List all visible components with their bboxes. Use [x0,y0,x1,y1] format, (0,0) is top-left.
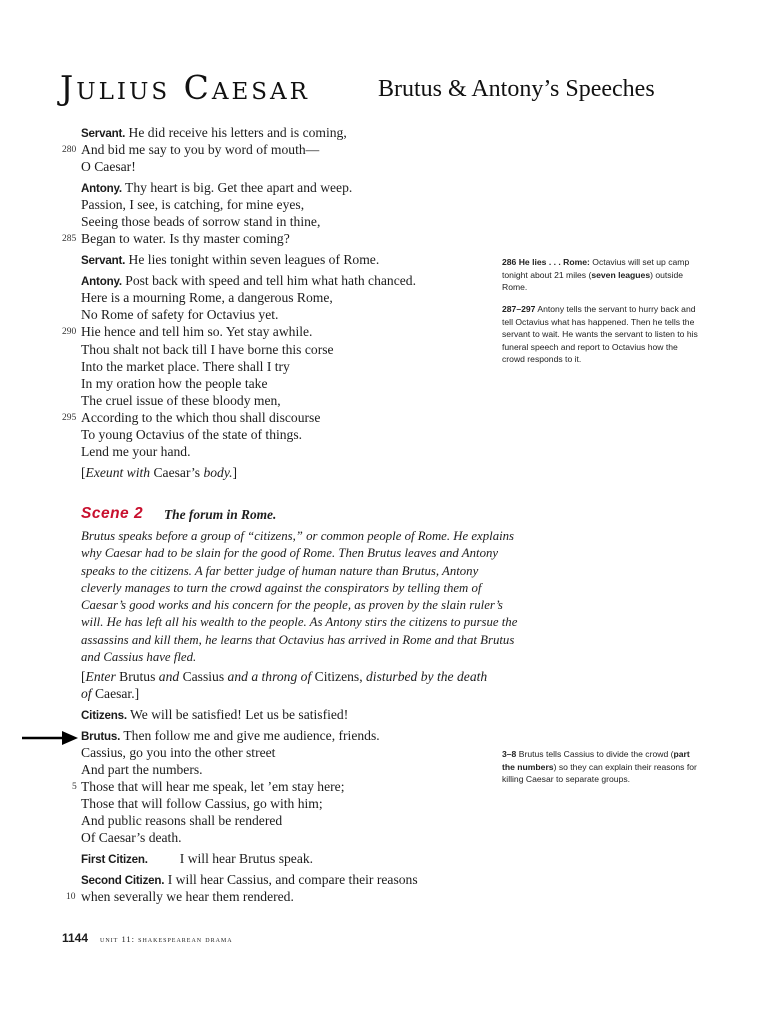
side-note-286: 286 He lies . . . Rome: Octavius will set up camp tonight about 21 miles (seven leagues) outside Rome. [502,257,690,292]
script-line: Passion, I see, is catching, for mine eyes, [81,197,305,212]
script-line: Brutus. Then follow me and give me audience, friends. [81,728,380,743]
page-number: 1144 [62,931,89,945]
stage-direction: [Exeunt with Caesar’s body.] [81,465,238,480]
line-number: 280 [62,145,77,155]
script-line: Of Caesar’s death. [81,830,182,845]
speaker-name: First Citizen. [81,853,148,866]
script-line: O Caesar! [81,159,136,174]
script-line: The cruel issue of these bloody men, [81,393,281,408]
script-line: Into the market place. There shall I try [81,359,290,374]
script-line: Antony. Thy heart is big. Get thee apart and weep. [81,180,353,195]
stage-direction: of Caesar.] [81,686,140,701]
script-line: In my oration how the people take [81,376,268,391]
speaker-name: Citizens. [81,709,127,722]
script-line: Antony. Post back with speed and tell him what hath chanced. [81,273,416,288]
running-footer: unit 11: shakespearean drama [100,934,233,944]
scene-summary: Brutus speaks before a group of “citizens,” or common people of Rome. He explains why Caesar had to be slain for the good of Rome. Then Brutus leaves and Antony speaks to the citizens. A far better judge of human nature than Brutus, Antony cleverly manages to turn the crowd against the conspirators by telling them of Caesar’s good works and his concern for the people, as proven by the slain ruler’s will. He has left all his wealth to the people. As Antony stirs the citizens to pursue the assassins and kill them, he learns that Octavius has arrived in Rome and that Brutus and Cassius have fled. [81,529,518,665]
script-line: Here is a mourning Rome, a dangerous Rome, [81,290,333,305]
speaker-name: Brutus. [81,730,121,743]
script-line: No Rome of safety for Octavius yet. [81,307,279,322]
speaker-name: Servant. [81,127,126,140]
script-line: Began to water. Is thy master coming? [81,231,290,246]
line-number: 10 [66,892,76,902]
script-line: Cassius, go you into the other street [81,745,276,760]
script-line: when severally we hear them rendered. [81,889,294,904]
stage-direction: [Enter Brutus and Cassius and a throng of Citizens, disturbed by the death [81,669,488,684]
line-number: 295 [62,413,77,423]
script-line: Servant. He did receive his letters and is coming, [81,125,347,140]
script-line: Citizens. We will be satisfied! Let us be satisfied! [81,707,349,722]
line-number: 5 [72,782,77,792]
scene-setting: The forum in Rome. [164,507,277,522]
speaker-name: Servant. [81,254,126,267]
speaker-name: Second Citizen. [81,874,165,887]
script-line: Thou shalt not back till I have borne this corse [81,342,334,357]
page-title: Julius Caesar [60,68,310,107]
script-line: Servant. He lies tonight within seven leagues of Rome. [81,252,380,267]
arrow-right-icon [22,731,78,745]
script-line: And part the numbers. [81,762,203,777]
script-line: And bid me say to you by word of mouth— [81,142,320,157]
script-line: Those that will follow Cassius, go with him; [81,796,323,811]
page-subtitle: Brutus & Antony’s Speeches [378,76,655,102]
script-line: Hie hence and tell him so. Yet stay awhile. [81,324,313,339]
script-line: Lend me your hand. [81,444,191,459]
line-number: 290 [62,327,77,337]
side-note-3-8: 3–8 Brutus tells Cassius to divide the crowd (part the numbers) so they can explain their reasons for killing Caesar to separate groups. [502,749,697,784]
script-line: First Citizen. I will hear Brutus speak. [81,851,314,866]
script-line: Seeing those beads of sorrow stand in thine, [81,214,321,229]
side-note-287: 287–297 Antony tells the servant to hurry back and tell Octavius what has happened. Then he tells the servant to wait. He wants the servant to listen to his funeral speech and report to Octavius how the crowd responds to it. [502,304,698,364]
script-line: And public reasons shall be rendered [81,813,283,828]
speaker-name: Antony. [81,182,122,195]
script-line: According to the which thou shall discourse [81,410,321,425]
line-number: 285 [62,234,77,244]
speaker-name: Antony. [81,275,122,288]
script-line: Those that will hear me speak, let ’em stay here; [81,779,345,794]
script-line: Second Citizen. I will hear Cassius, and compare their reasons [81,872,418,887]
scene-heading: Scene 2 [81,505,144,522]
script-line: To young Octavius of the state of things. [81,427,303,442]
